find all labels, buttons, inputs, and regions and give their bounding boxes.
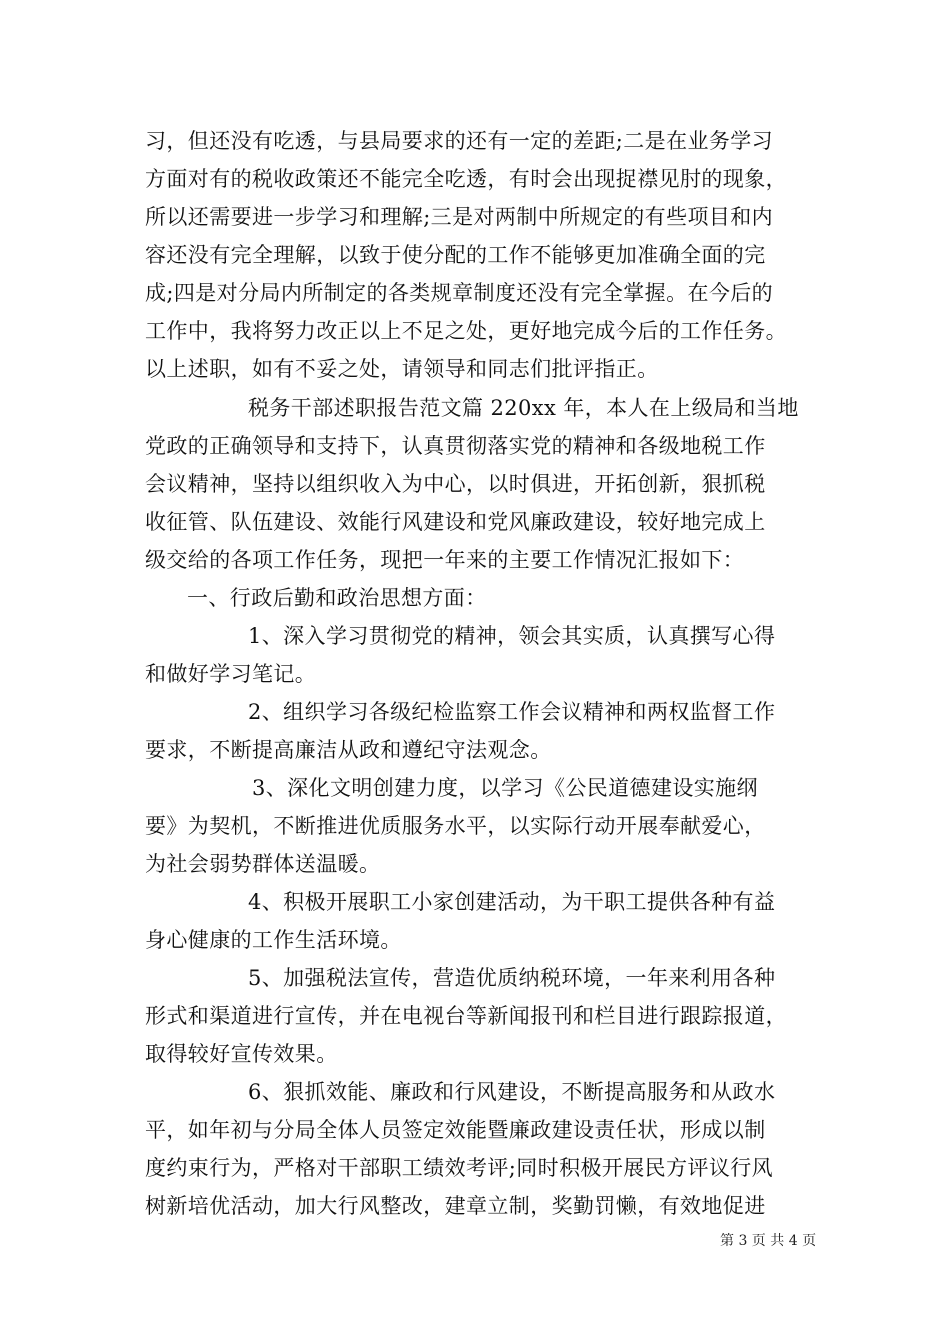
page-number-footer: 第 3 页 共 4 页: [720, 1233, 817, 1249]
text-line: 3、深化文明创建力度，以学习《公民道德建设实施纲: [252, 776, 758, 800]
text-line: 习，但还没有吃透，与县局要求的还有一定的差距;二是在业务学习: [145, 129, 774, 153]
text-line: 要求，不断提高廉洁从政和遵纪守法观念。: [145, 738, 552, 762]
text-line: 会议精神，坚持以组织收入为中心，以时俱进，开拓创新，狠抓税: [145, 472, 766, 496]
text-line: 6、狠抓效能、廉政和行风建设，不断提高服务和从政水: [248, 1080, 776, 1104]
text-line: 身心健康的工作生活环境。: [145, 928, 402, 952]
text-line: 取得较好宣传效果。: [145, 1042, 338, 1066]
text-line: 4、积极开展职工小家创建活动，为干职工提供各种有益: [248, 890, 776, 914]
text-line: 方面对有的税收政策还不能完全吃透，有时会出现捉襟见肘的现象，: [145, 167, 787, 191]
text-line: 党政的正确领导和支持下，认真贯彻落实党的精神和各级地税工作: [145, 434, 766, 458]
text-line: 2、组织学习各级纪检监察工作会议精神和两权监督工作: [248, 700, 776, 724]
text-line: 树新培优活动，加大行风整改，建章立制，奖勤罚懒，有效地促进: [145, 1194, 766, 1218]
text-line: 度约束行为，严格对干部职工绩效考评;同时积极开展民方评议行风: [145, 1156, 774, 1180]
text-line: 形式和渠道进行宣传，并在电视台等新闻报刊和栏目进行跟踪报道，: [145, 1004, 787, 1028]
text-line: 要》为契机，不断推进优质服务水平，以实际行动开展奉献爱心，: [145, 814, 766, 838]
text-line: 一、行政后勤和政治思想方面：: [187, 586, 487, 610]
text-line: 税务干部述职报告范文篇 220xx 年，本人在上级局和当地: [248, 396, 799, 420]
text-line: 1、深入学习贯彻党的精神，领会其实质，认真撰写心得: [248, 624, 776, 648]
text-line: 5、加强税法宣传，营造优质纳税环境，一年来利用各种: [248, 966, 776, 990]
text-line: 以上述职，如有不妥之处，请领导和同志们批评指正。: [145, 357, 659, 381]
text-line: 平，如年初与分局全体人员签定效能暨廉政建设责任状，形成以制: [145, 1118, 766, 1142]
text-line: 工作中，我将努力改正以上不足之处，更好地完成今后的工作任务。: [145, 319, 787, 343]
text-line: 收征管、队伍建设、效能行风建设和党风廉政建设，较好地完成上: [145, 510, 766, 534]
text-line: 和做好学习笔记。: [145, 662, 317, 686]
text-line: 成;四是对分局内所制定的各类规章制度还没有完全掌握。在今后的: [145, 281, 774, 305]
text-line: 所以还需要进一步学习和理解;三是对两制中所规定的有些项目和内: [145, 205, 774, 229]
text-line: 容还没有完全理解，以致于使分配的工作不能够更加准确全面的完: [145, 243, 766, 267]
text-line: 为社会弱势群体送温暖。: [145, 852, 381, 876]
text-line: 级交给的各项工作任务，现把一年来的主要工作情况汇报如下：: [145, 548, 745, 572]
